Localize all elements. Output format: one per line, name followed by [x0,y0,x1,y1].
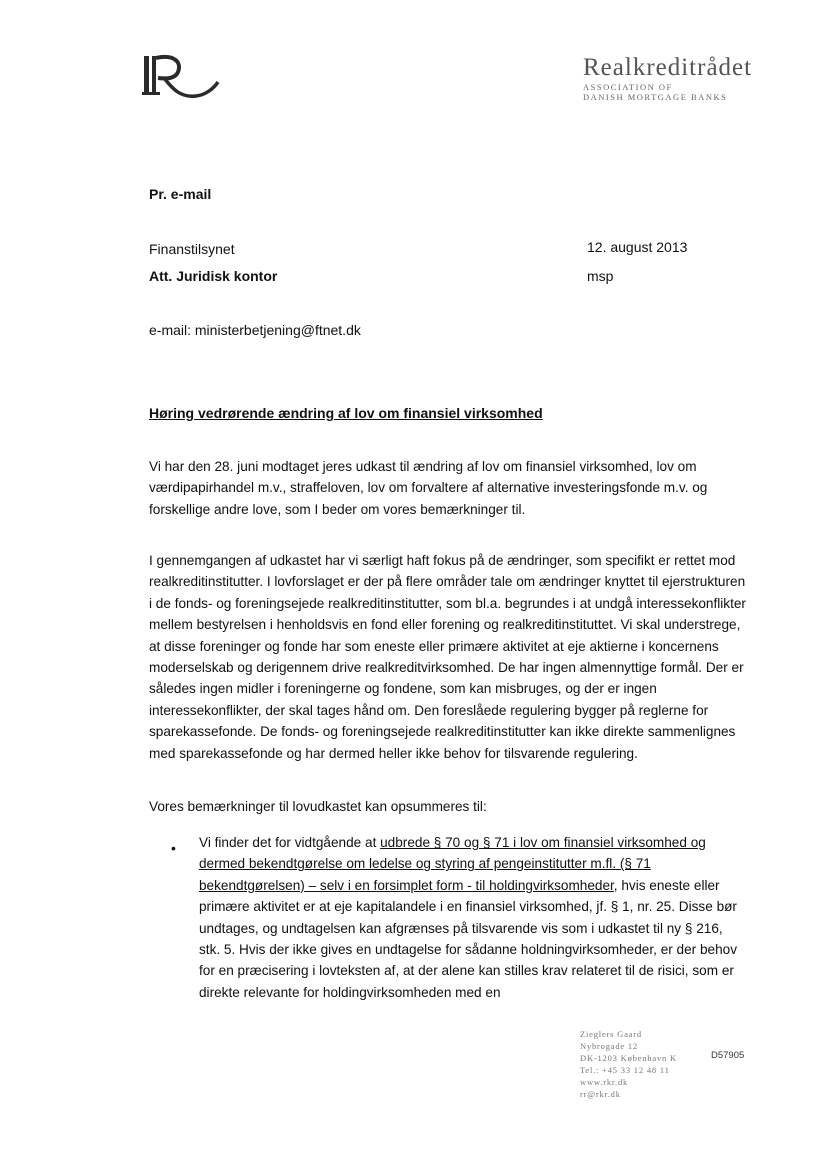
org-subtitle-line-1: ASSOCIATION OF [583,82,673,92]
org-name: Realkreditrådet [583,54,753,81]
delivery-method: Pr. e-mail [149,186,212,202]
letter-date: 12. august 2013 [587,239,688,255]
footer-line-3: DK-1203 København K [580,1053,677,1063]
brand-block [583,54,803,102]
bullet-item [199,832,743,1003]
recipient-attention: Att. Juridisk kontor [149,268,278,284]
bullet-rest: , hvis eneste eller primære aktivitet er at eje kapitalandele i en finansiel virksomhed, jf. § 1, nr. 25. Disse bør undtages, og undtagelsen kan afgrænses på tilsvarende vis som i udkastet til ny § 216, stk. 5. Hvis der ikke gives en undtagelse for sådanne holdningvirksomheder, er der behov for en præcisering i lovteksten af, at der alene kan stilles krav relateret til de risici, som er direkte relevante for holdingvirksomheden med en [199,877,738,1000]
sender-initials: msp [587,268,614,284]
footer-line-2: Nybrogade 12 [580,1041,638,1051]
recipient-name: Finanstilsynet [149,241,235,257]
paragraph-focus [149,550,747,764]
bullet-underlined: udbrede § 70 og § 71 i lov om finansiel virksomhed og dermed bekendtgørelse om ledelse og styring af pengeinstitutter m.fl. (§ 71 bekendtgørelsen) – selv i en forsimplet form - til holdingvirksomheder [199,835,706,893]
letter-subject: Høring vedrørende ændring af lov om finansiel virksomhed [149,405,543,421]
paragraph-summary-intro [149,796,747,817]
document-id: D57905 [711,1050,745,1061]
footer-line-1: Zieglers Gaard [580,1029,642,1039]
bullet-marker: • [171,840,176,856]
footer-address [580,1028,700,1100]
paragraph-intro-text: Vi har den 28. juni modtaget jeres udkast til ændring af lov om finansiel virksomhed, lov om værdipapirhandel m.v., straffeloven, lov om forvaltere af alternative investeringsfonde m.v. og forskellige andre love, som I beder om vores bemærkninger til. [149,459,708,517]
paragraph-summary-text: Vores bemærkninger til lovudkastet kan opsummeres til: [149,799,487,814]
recipient-email: e-mail: ministerbetjening@ftnet.dk [149,322,361,338]
footer-line-4: Tel.: +45 33 12 48 11 [580,1065,670,1075]
footer-line-6: rr@rkr.dk [580,1089,621,1099]
paragraph-intro [149,456,747,520]
org-subtitle-line-2: DANISH MORTGAGE BANKS [583,92,728,102]
bullet-lead: Vi finder det for vidtgående at [199,835,381,850]
footer-line-5: www.rkr.dk [580,1077,629,1087]
paragraph-focus-text: I gennemgangen af udkastet har vi særligt haft fokus på de ændringer, som specifikt er rettet mod realkreditinstitutter. I lovforslaget er der på flere områder tale om ændringer knyttet til ejerstrukturen i de fonds- og foreningsejede realkreditinstitutter, som bl.a. begrundes i at undgå interessekonflikter mellem bestyrelsen i henholdsvis en fond eller forening og realkreditinstituttet. Vi skal understrege, at disse foreninger og fonde har som eneste eller primære aktivitet at eje aktierne i koncernens moderselskab og derigennem drive realkreditvirksomhed. De har ingen almennyttige formål. Der er således ingen midler i foreningerne og fondene, som kan misbruges, og der er ingen interessekonflikter, der skal tages hånd om. Den foreslåede regulering bygger på reglerne for sparekassefonde. De fonds- og foreningsejede realkreditinstitutter kan ikke direkte sammenlignes med sparekassefonde og har dermed heller ikke behov for tilsvarende regulering. [149,553,746,761]
logo-monogram-icon [142,52,220,104]
